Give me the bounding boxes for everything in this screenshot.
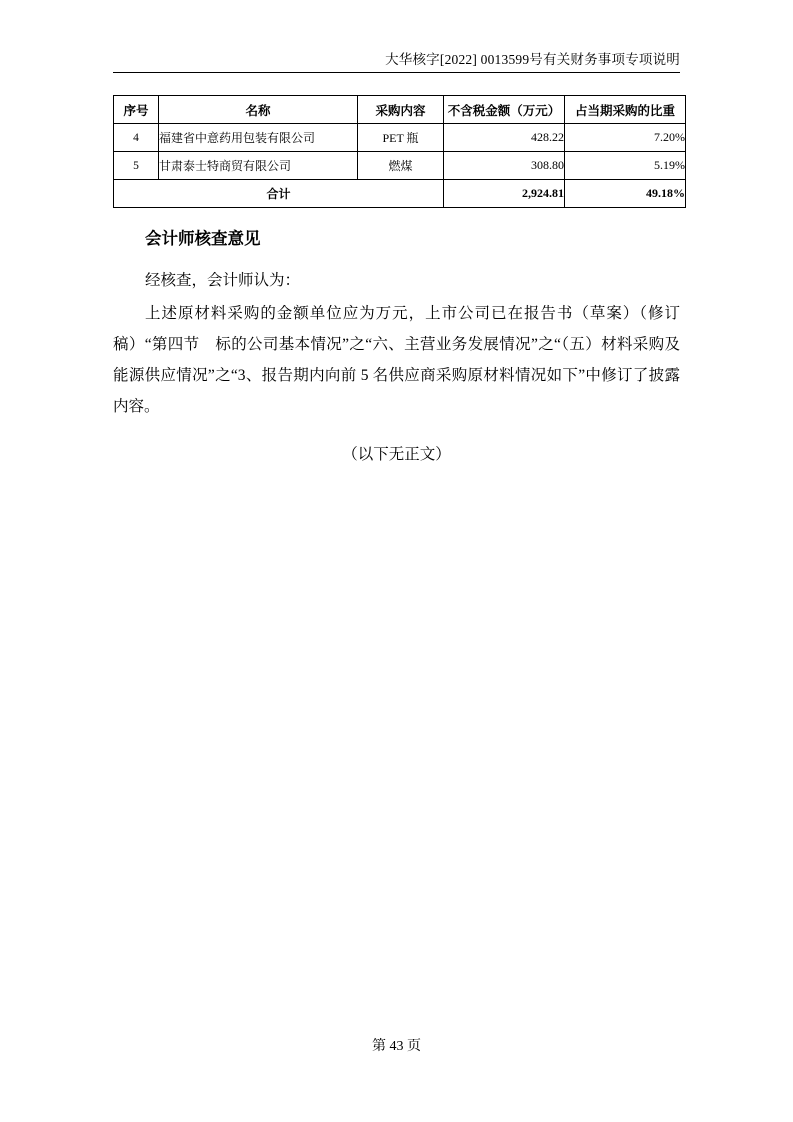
cell-amount: 308.80 [444,152,565,180]
table-total-row [114,180,686,208]
table-body [114,124,686,208]
table-row [114,152,686,180]
table-header [114,96,686,124]
supplier-table-container [113,95,685,208]
cell-amount: 428.22 [444,124,565,152]
section-title: 会计师核查意见 [145,229,261,248]
table-header-row [114,96,686,124]
closing-note: （以下无正文） [342,446,451,464]
cell-pct: 7.20% [565,124,686,152]
cell-item: PET 瓶 [358,124,444,152]
cell-item: 燃煤 [358,152,444,180]
total-label: 合计 [114,180,444,208]
page-number: 第 43 页 [372,1039,421,1054]
column-header-item: 采购内容 [358,96,444,124]
header-divider [113,72,680,73]
cell-no: 4 [114,124,159,152]
column-header-name: 名称 [159,96,358,124]
cell-name: 福建省中意药用包装有限公司 [159,124,358,152]
paragraph-opinion: 上述原材料采购的金额单位应为万元，上市公司已在报告书（草案）（修订稿）“第四节 标的公司基本情况”之“六、主营业务发展情况”之“（五）材料采购及能源供应情况”之“3、报告期内向前 5 名供应商采购原材料情况如下”中修订了披露内容。 [113,305,680,416]
cell-no: 5 [114,152,159,180]
column-header-pct: 占当期采购的比重 [565,96,686,124]
column-header-no: 序号 [114,96,159,124]
page-footer [0,1035,793,1055]
table-row [114,124,686,152]
total-pct: 49.18% [565,180,686,208]
page-content [113,215,680,470]
header-title: 大华核字[2022] 0013599号有关财务事项专项说明 [385,52,680,67]
cell-name: 甘肃泰士特商贸有限公司 [159,152,358,180]
column-header-amount: 不含税金额（万元） [444,96,565,124]
supplier-table [113,95,686,208]
paragraph-intro: 经核查，会计师认为： [145,272,301,290]
total-amount: 2,924.81 [444,180,565,208]
cell-pct: 5.19% [565,152,686,180]
page-header [113,52,680,73]
